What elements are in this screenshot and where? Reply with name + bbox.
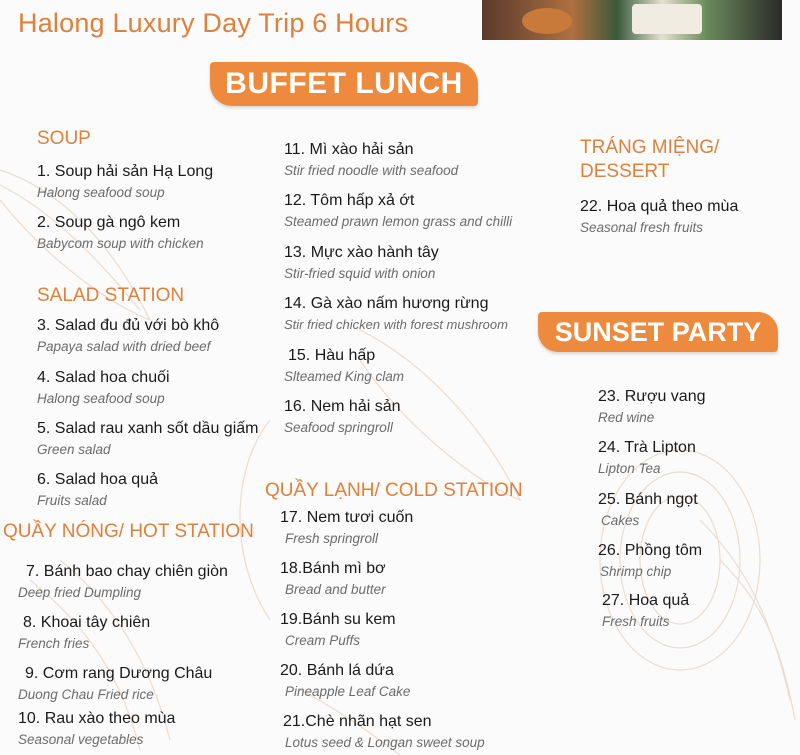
- item-name: 9. Cơm rang Dương Châu: [25, 665, 213, 682]
- category-soup: SOUP: [37, 128, 91, 149]
- menu-item: [284, 294, 508, 333]
- item-name: 1. Soup hải sản Hạ Long: [37, 163, 214, 180]
- item-translation: Fruits salad: [37, 493, 107, 508]
- menu-item: [602, 591, 689, 630]
- item-name: 2. Soup gà ngô kem: [37, 214, 181, 231]
- item-translation: Seafood springroll: [284, 420, 393, 435]
- trip-title: Halong Luxury Day Trip 6 Hours: [18, 8, 409, 38]
- item-translation: Halong seafood soup: [37, 391, 165, 406]
- item-translation: Shrimp chip: [600, 564, 672, 579]
- item-translation: Duong Chau Fried rice: [18, 687, 154, 702]
- item-name: 6. Salad hoa quả: [37, 471, 158, 488]
- menu-item: [580, 197, 738, 236]
- menu-item: [284, 397, 401, 436]
- menu-item: [37, 470, 158, 509]
- item-translation: Seasonal fresh fruits: [580, 220, 704, 235]
- item-name: 24. Trà Lipton: [598, 439, 696, 456]
- item-name: 23. Rượu vang: [598, 388, 706, 405]
- item-name: 14. Gà xào nấm hương rừng: [284, 295, 489, 312]
- item-translation: Halong seafood soup: [37, 185, 165, 200]
- item-translation: French fries: [18, 636, 90, 651]
- item-name: 26. Phồng tôm: [598, 542, 703, 559]
- item-name: 18.Bánh mì bơ: [280, 560, 386, 577]
- buffet-lunch-banner: BUFFET LUNCH: [210, 62, 478, 106]
- menu-item: [280, 559, 386, 598]
- item-name: 4. Salad hoa chuối: [37, 369, 170, 386]
- menu-item: [18, 613, 150, 652]
- item-translation: Slteamed King clam: [284, 369, 405, 384]
- item-name: 17. Nem tươi cuốn: [280, 509, 414, 526]
- menu-item: [18, 562, 228, 601]
- item-translation: Cakes: [601, 513, 640, 528]
- buffet-photo: [482, 0, 782, 40]
- menu-item: [280, 508, 413, 547]
- menu-item: [37, 213, 204, 252]
- item-translation: Bread and butter: [285, 582, 386, 597]
- item-translation: Stir-fried squid with onion: [284, 266, 436, 281]
- menu-item: [18, 664, 212, 703]
- item-name: 27. Hoa quả: [602, 592, 690, 609]
- item-name: 15. Hàu hấp: [288, 347, 376, 364]
- item-translation: Papaya salad with dried beef: [37, 339, 211, 354]
- item-translation: Seasonal vegetables: [18, 732, 144, 747]
- menu-item: [37, 162, 213, 201]
- item-name: 16. Nem hải sản: [284, 398, 401, 415]
- item-translation: Lotus seed & Longan sweet soup: [285, 735, 485, 750]
- item-translation: Fresh springroll: [285, 531, 379, 546]
- item-name: 7. Bánh bao chay chiên giòn: [26, 563, 228, 580]
- item-translation: Lipton Tea: [598, 461, 661, 476]
- menu-item: [598, 541, 702, 580]
- item-translation: Cream Puffs: [285, 633, 361, 648]
- item-name: 22. Hoa quả theo mùa: [580, 198, 739, 215]
- item-translation: Deep fried Dumpling: [18, 585, 142, 600]
- menu-item: [18, 709, 175, 748]
- item-name: 21.Chè nhãn hạt sen: [283, 713, 432, 730]
- item-name: 12. Tôm hấp xả ớt: [284, 192, 415, 209]
- item-name: 19.Bánh su kem: [280, 611, 396, 628]
- item-translation: Steamed prawn lemon grass and chilli: [284, 214, 513, 229]
- item-name: 25. Bánh ngọt: [598, 491, 698, 508]
- item-translation: Green salad: [37, 442, 111, 457]
- item-name: 20. Bánh lá dứa: [280, 662, 394, 679]
- item-name: 3. Salad đu đủ với bò khô: [37, 317, 220, 334]
- menu-item: [280, 610, 396, 649]
- menu-item: [280, 661, 410, 700]
- sunset-party-banner: SUNSET PARTY: [538, 312, 778, 352]
- item-name: 10. Rau xào theo mùa: [18, 710, 176, 727]
- item-translation: Fresh fruits: [602, 614, 670, 629]
- menu-item: [284, 243, 439, 282]
- menu-item: [598, 490, 698, 529]
- category-cold: QUẦY LẠNH/ COLD STATION: [265, 480, 523, 501]
- menu-item: [37, 316, 219, 355]
- category-hot: QUẦY NÓNG/ HOT STATION: [3, 521, 254, 542]
- menu-item: [284, 140, 458, 179]
- item-translation: Stir fried chicken with forest mushroom: [284, 317, 508, 332]
- menu-item: [284, 346, 404, 385]
- item-name: 8. Khoai tây chiên: [23, 614, 151, 631]
- item-translation: Red wine: [598, 410, 655, 425]
- item-translation: Pineapple Leaf Cake: [285, 684, 411, 699]
- menu-item: [37, 368, 170, 407]
- menu-item: [598, 438, 696, 477]
- menu-item: [37, 419, 258, 458]
- category-dessert-line1: TRÁNG MIỆNG/: [580, 137, 720, 158]
- item-name: 5. Salad rau xanh sốt dầu giấm: [37, 420, 259, 437]
- item-name: 13. Mực xào hành tây: [284, 244, 439, 261]
- menu-item: [283, 712, 485, 751]
- category-dessert-line2: DESSERT: [580, 161, 670, 182]
- category-salad: SALAD STATION: [37, 285, 185, 306]
- menu-item: [284, 191, 512, 230]
- item-name: 11. Mì xào hải sản: [284, 141, 414, 158]
- item-translation: Stir fried noodle with seafood: [284, 163, 459, 178]
- menu-item: [598, 387, 705, 426]
- item-translation: Babycom soup with chicken: [37, 236, 204, 251]
